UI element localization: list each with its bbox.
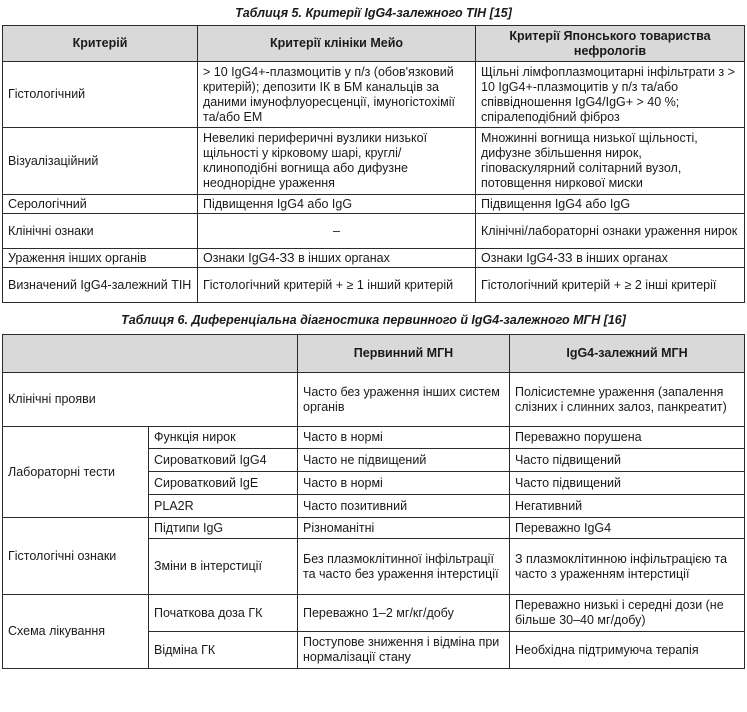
table6-header-empty [3,335,298,373]
table-cell: Часто позитивний [298,495,510,518]
table-row [3,249,745,268]
table-cell: Без плазмоклітинної інфільтрації та часто без ураження інтерстиції [298,539,510,595]
table-row [3,62,745,128]
table-cell: Підвищення IgG4 або IgG [198,195,476,214]
table6 [2,334,745,669]
table5 [2,25,745,303]
table6-header-igg4: IgG4-залежний МГН [510,335,745,373]
table5-header-japan: Критерії Японського товариства нефрологів [476,26,745,62]
table-cell: Початкова доза ГК [149,595,298,632]
table-cell: Переважно порушена [510,427,745,449]
table-row [3,214,745,249]
table-cell: Переважно IgG4 [510,518,745,539]
table-cell: Ураження інших органів [3,249,198,268]
table-cell: Часто без ураження інших систем органів [298,373,510,427]
table-cell: Негативний [510,495,745,518]
table-cell: Сироватковий IgG4 [149,449,298,472]
table-row [3,195,745,214]
table-cell: Щільні лімфоплазмоцитарні інфільтрати з > 10 IgG4+-плазмоцитів у п/з та/або співвідношення IgG4/IgG+ > 40 %; спіралеподібний фіброз [476,62,745,128]
table-cell: Функція нирок [149,427,298,449]
table5-header-row [3,26,745,62]
table-row [3,595,745,632]
table6-header-row [3,335,745,373]
table-row [3,427,745,449]
table-cell: – [198,214,476,249]
lab-label: Лабораторні тести [3,427,149,518]
table-cell: Ознаки IgG4-ЗЗ в інших органах [198,249,476,268]
table-cell: Підтипи IgG [149,518,298,539]
table-cell: Різноманітні [298,518,510,539]
clinical-label: Клінічні прояви [3,373,298,427]
table5-header-mayo: Критерії клініки Мейо [198,26,476,62]
table-cell: > 10 IgG4+-плазмоцитів у п/з (обов'язковий критерій); депозити ІК в БМ канальців за даними імунофлуоресценції, імуногістохімії та/або ЕМ [198,62,476,128]
table-cell: Гістологічний [3,62,198,128]
table-cell: Клінічні/лабораторні ознаки ураження нирок [476,214,745,249]
table-cell: Гістологічний критерій + ≥ 1 інший критерій [198,268,476,303]
table-row [3,128,745,195]
table-cell: Часто в нормі [298,472,510,495]
table-cell: Полісистемне ураження (запалення слізних і слинних залоз, панкреатит) [510,373,745,427]
table5-caption: Таблиця 5. Критерії IgG4-залежного ТІН [15] [235,6,512,20]
table6-header-primary: Первинний МГН [298,335,510,373]
table-row [3,268,745,303]
table-cell: Клінічні ознаки [3,214,198,249]
table-cell: Переважно низькі і середні дози (не більше 30–40 мг/добу) [510,595,745,632]
table-cell: Часто не підвищений [298,449,510,472]
table-cell: Ознаки IgG4-ЗЗ в інших органах [476,249,745,268]
table-cell: Невеликі периферичні вузлики низької щільності у кірковому шарі, круглі/клиноподібні вогнища або дифузне неоднорідне ураження [198,128,476,195]
table-cell: Часто підвищений [510,449,745,472]
histo-label: Гістологічні ознаки [3,518,149,595]
table5-header-criterion: Критерій [3,26,198,62]
table-cell: Відміна ГК [149,632,298,669]
table-cell: Переважно 1–2 мг/кг/добу [298,595,510,632]
table-row [3,518,745,539]
table-cell: Необхідна підтримуюча терапія [510,632,745,669]
table-cell: Зміни в інтерстиції [149,539,298,595]
table-cell: PLA2R [149,495,298,518]
table-cell: Множинні вогнища низької щільності, дифузне збільшення нирок, гіповаскулярний солітарний вузол, потовщення ниркової миски [476,128,745,195]
table6-caption: Таблиця 6. Диференціальна діагностика первинного й IgG4-залежного МГН [16] [121,313,626,327]
table-cell: Часто підвищений [510,472,745,495]
table-cell: Поступове зниження і відміна при нормалізації стану [298,632,510,669]
therapy-label: Схема лікування [3,595,149,669]
table-cell: Підвищення IgG4 або IgG [476,195,745,214]
table-cell: Часто в нормі [298,427,510,449]
table-cell: Гістологічний критерій + ≥ 2 інші критерії [476,268,745,303]
table-cell: Серологічний [3,195,198,214]
table-cell: Візуалізаційний [3,128,198,195]
table-cell: Сироватковий IgE [149,472,298,495]
table-cell: З плазмоклітинною інфільтрацією та часто з ураженням інтерстиції [510,539,745,595]
table-cell: Визначений IgG4-залежний ТІН [3,268,198,303]
table-row [3,373,745,427]
